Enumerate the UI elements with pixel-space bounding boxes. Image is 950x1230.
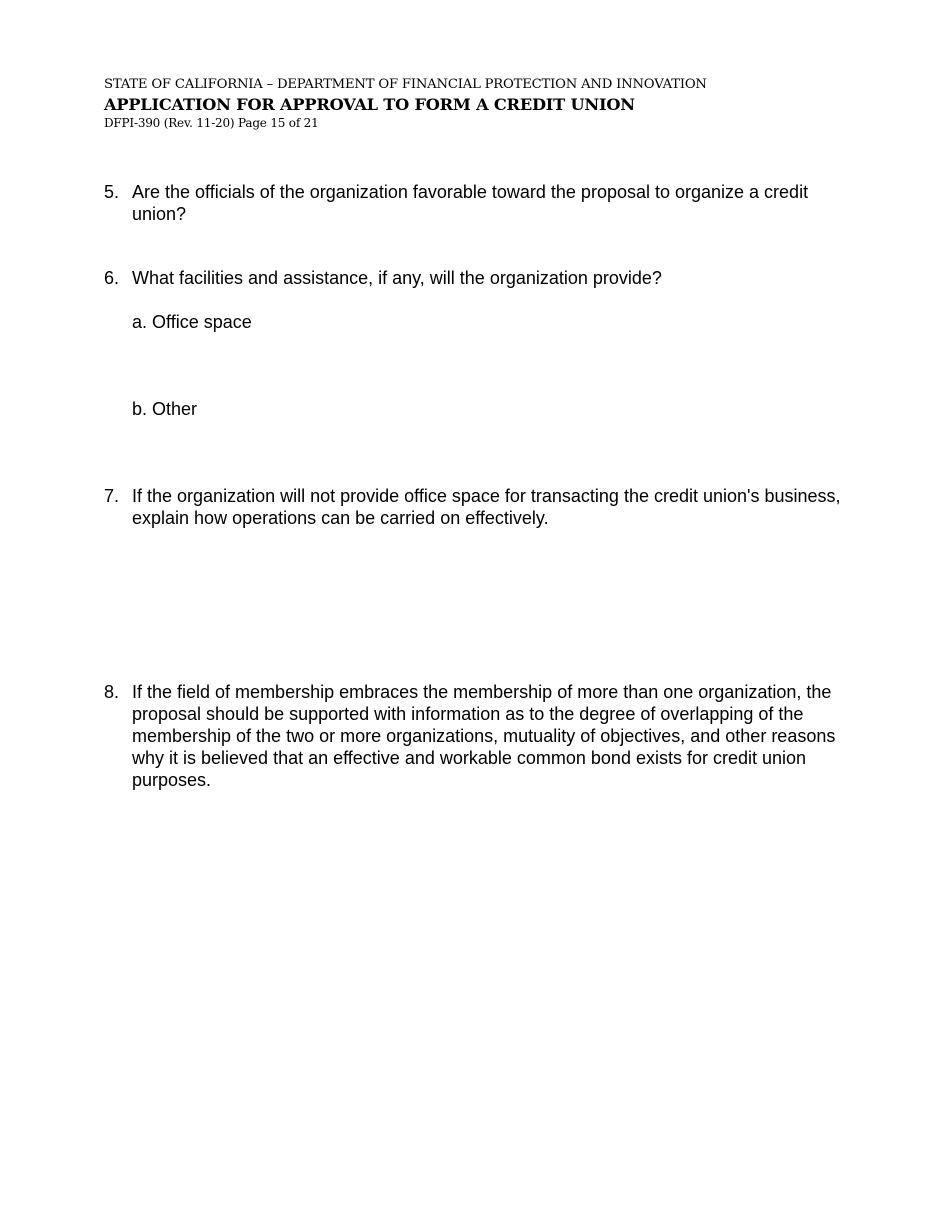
form-title: APPLICATION FOR APPROVAL TO FORM A CREDIT UNION bbox=[104, 95, 635, 114]
question-number: 5. bbox=[104, 182, 120, 202]
question-text: Are the officials of the organization favorable toward the proposal to organize a credit union? bbox=[132, 182, 809, 224]
form-id-page-number: DFPI-390 (Rev. 11-20) Page 15 of 21 bbox=[104, 116, 319, 130]
page-header bbox=[104, 75, 707, 132]
question-8 bbox=[104, 681, 844, 791]
question-number: 7. bbox=[104, 486, 120, 506]
question-7 bbox=[104, 485, 844, 529]
question-5 bbox=[104, 181, 844, 225]
question-number: 6. bbox=[104, 268, 120, 288]
sub-item-office-space: a. Office space bbox=[132, 312, 252, 332]
question-text: If the organization will not provide office space for transacting the credit union's business, explain how operations can be carried on effectively. bbox=[132, 486, 841, 528]
sub-item-other: b. Other bbox=[132, 399, 198, 419]
agency-name: STATE OF CALIFORNIA – DEPARTMENT OF FINANCIAL PROTECTION AND INNOVATION bbox=[104, 77, 707, 92]
question-text: What facilities and assistance, if any, will the organization provide? bbox=[132, 268, 662, 288]
question-text: If the field of membership embraces the membership of more than one organization, the proposal should be supported with information as to the degree of overlapping of the membership of the two or more organizations, mutuality of objectives, and other reasons why it is believed that an effective and workable common bond exists for credit union purposes. bbox=[132, 682, 836, 790]
question-number: 8. bbox=[104, 682, 120, 702]
question-6 bbox=[104, 267, 844, 289]
